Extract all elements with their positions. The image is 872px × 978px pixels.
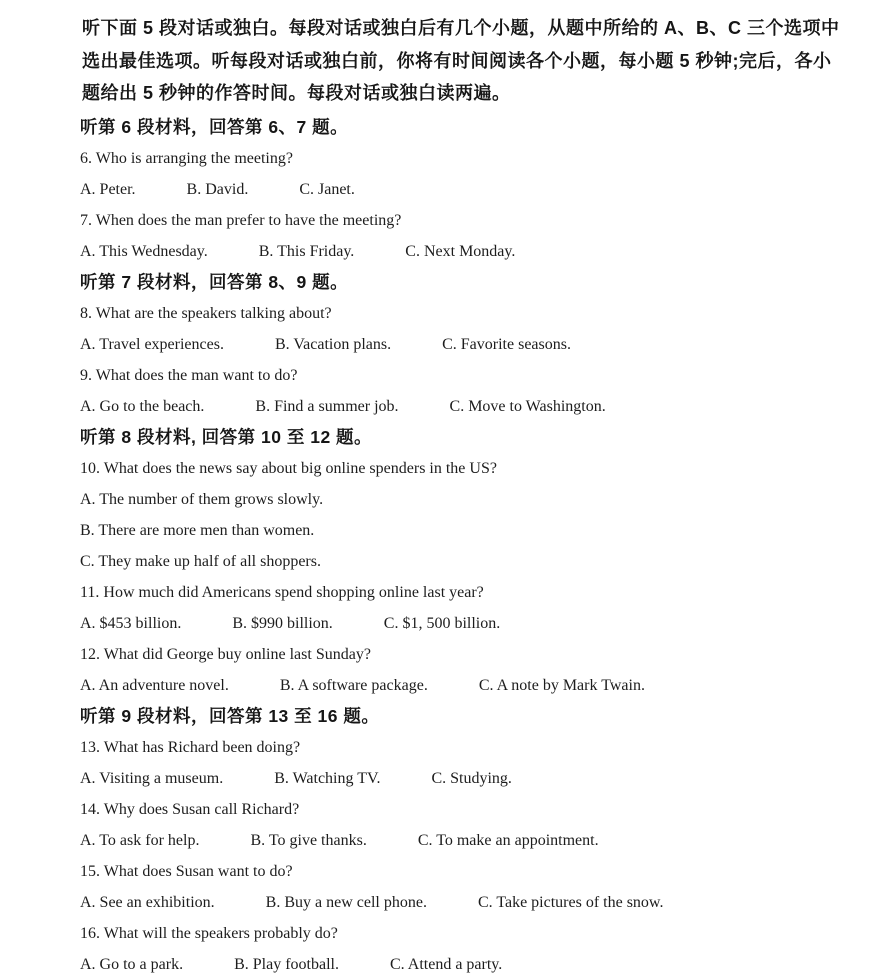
option-c: C. Attend a party. [389, 955, 503, 973]
question-9-options [80, 391, 830, 422]
option-b: B. This Friday. [258, 242, 355, 260]
question-14-options [80, 825, 830, 856]
option-c: C. Next Monday. [405, 242, 516, 260]
option-b: B. David. [186, 180, 249, 198]
option-b: B. $990 billion. [232, 614, 333, 632]
question-12-options [80, 670, 830, 701]
option-c: C. To make an appointment. [417, 831, 599, 849]
section-heading-material-7: 听第 7 段材料，回答第 8、9 题。 [80, 271, 349, 292]
option-a: A. Go to a park. [80, 955, 184, 973]
option-a: A. This Wednesday. [80, 242, 208, 260]
question-10-text: 10. What does the news say about big online spenders in the US? [80, 459, 497, 477]
option-b: B. Find a summer job. [255, 397, 399, 415]
question-12-text: 12. What did George buy online last Sunday? [80, 645, 371, 663]
option-b: B. Vacation plans. [274, 335, 392, 353]
instructions-line: 听下面 5 段对话或独白。每段对话或独白后有几个小题，从题中所给的 A、B、C 三个选项中 [82, 18, 840, 38]
option-b: B. Play football. [234, 955, 339, 973]
option-a: A. To ask for help. [80, 831, 200, 849]
option-c: C. Janet. [299, 180, 355, 198]
option-a: A. Go to the beach. [80, 397, 205, 415]
option-b: B. A software package. [279, 676, 428, 694]
option-a: A. Travel experiences. [80, 335, 224, 353]
question-10-option-b: B. There are more men than women. [80, 521, 315, 539]
question-8-options [80, 329, 830, 360]
question-11-text: 11. How much did Americans spend shopping online last year? [80, 583, 484, 601]
question-16-text: 16. What will the speakers probably do? [80, 924, 338, 942]
option-c: C. $1, 500 billion. [383, 614, 501, 632]
question-7-options [80, 236, 830, 267]
option-c: C. Studying. [431, 769, 512, 787]
option-b: B. Watching TV. [274, 769, 381, 787]
option-c: C. Favorite seasons. [442, 335, 571, 353]
question-13-text: 13. What has Richard been doing? [80, 738, 301, 756]
option-a: A. Peter. [80, 180, 136, 198]
instructions-line: 题给出 5 秒钟的作答时间。每段对话或独白读两遍。 [82, 83, 511, 103]
option-b: B. Buy a new cell phone. [265, 893, 427, 911]
section-heading-material-8: 听第 8 段材料, 回答第 10 至 12 题。 [80, 426, 373, 447]
section-heading-material-9: 听第 9 段材料，回答第 13 至 16 题。 [80, 705, 380, 726]
question-6-options [80, 174, 830, 205]
option-a: A. An adventure novel. [80, 676, 229, 694]
question-10-option-c: C. They make up half of all shoppers. [80, 552, 321, 570]
question-14-text: 14. Why does Susan call Richard? [80, 800, 300, 818]
question-6-text: 6. Who is arranging the meeting? [80, 149, 293, 167]
question-15-text: 15. What does Susan want to do? [80, 862, 293, 880]
question-10-option-a: A. The number of them grows slowly. [80, 490, 324, 508]
question-15-options [80, 887, 830, 918]
section-heading-material-6: 听第 6 段材料，回答第 6、7 题。 [80, 116, 349, 137]
option-c: C. Move to Washington. [449, 397, 606, 415]
question-16-options [80, 949, 830, 978]
question-8-text: 8. What are the speakers talking about? [80, 304, 332, 322]
instructions-line: 选出最佳选项。听每段对话或独白前，你将有时间阅读各个小题，每小题 5 秒钟;完后，各小 [82, 50, 832, 71]
question-13-options [80, 763, 830, 794]
question-9-text: 9. What does the man want to do? [80, 366, 298, 384]
listening-instructions [82, 12, 840, 110]
option-a: A. $453 billion. [80, 614, 182, 632]
option-c: C. A note by Mark Twain. [478, 676, 645, 694]
question-7-text: 7. When does the man prefer to have the meeting? [80, 211, 402, 229]
option-a: A. Visiting a museum. [80, 769, 224, 787]
question-11-options [80, 608, 830, 639]
option-c: C. Take pictures of the snow. [477, 893, 664, 911]
option-b: B. To give thanks. [250, 831, 367, 849]
option-a: A. See an exhibition. [80, 893, 215, 911]
